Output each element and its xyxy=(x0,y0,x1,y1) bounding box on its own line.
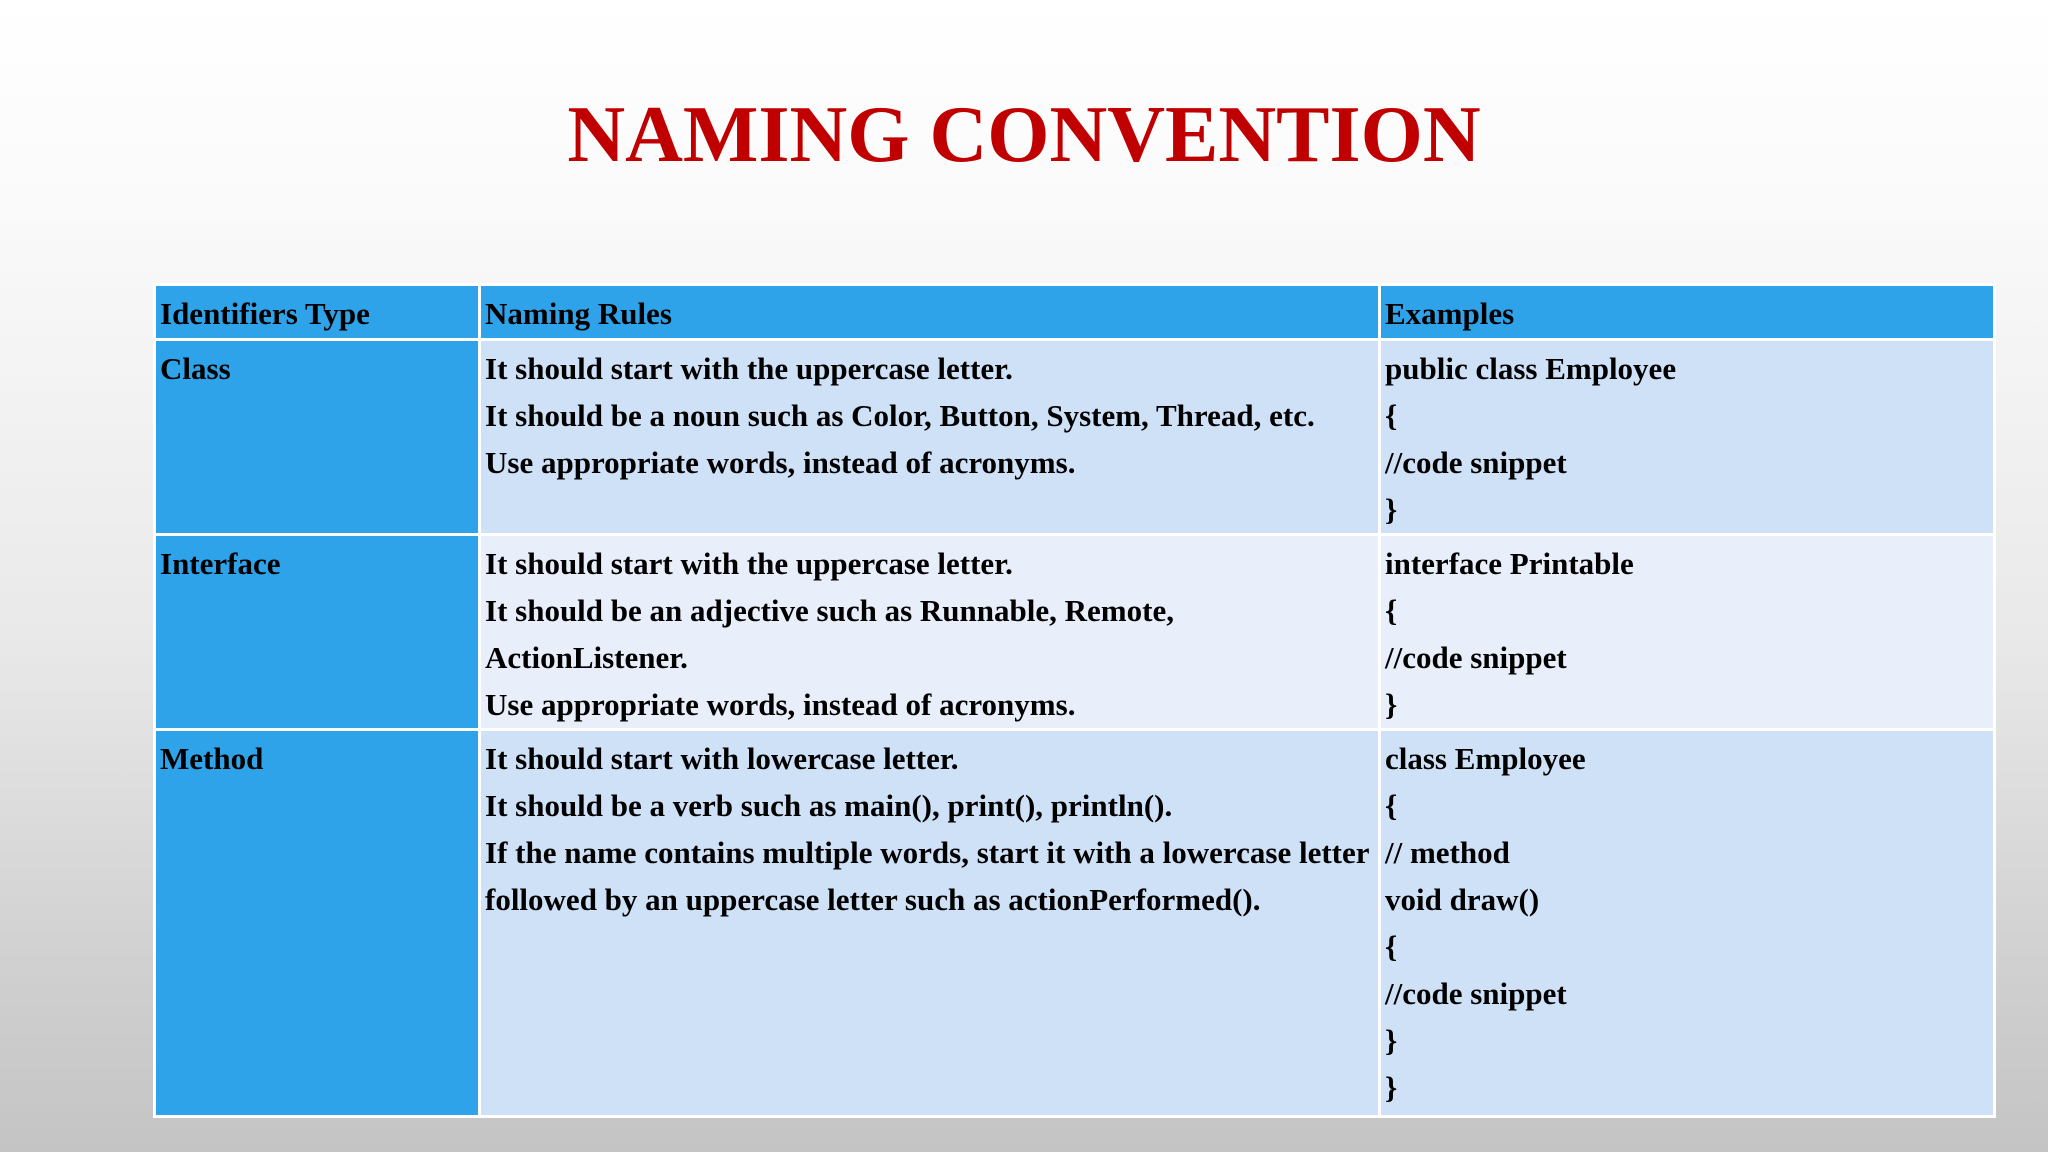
rule-line: It should be an adjective such as Runnable, Remote, ActionListener. xyxy=(485,593,1174,675)
table-row-class xyxy=(155,340,1995,535)
rules-cell xyxy=(480,535,1380,730)
code-line: interface Printable xyxy=(1385,546,1634,581)
table-header-row xyxy=(155,285,1995,340)
code-line: //code snippet xyxy=(1385,445,1567,480)
code-line: //code snippet xyxy=(1385,640,1567,675)
example-cell xyxy=(1380,535,1995,730)
rule-line: It should start with the uppercase letter. xyxy=(485,351,1013,386)
rule-line: Use appropriate words, instead of acronyms. xyxy=(485,687,1076,722)
rules-cell xyxy=(480,730,1380,1117)
rules-cell xyxy=(480,340,1380,535)
header-naming-rules: Naming Rules xyxy=(480,285,1380,340)
header-identifiers-type: Identifiers Type xyxy=(155,285,480,340)
code-line: } xyxy=(1385,687,1398,722)
table-row-method xyxy=(155,730,1995,1117)
header-examples: Examples xyxy=(1380,285,1995,340)
naming-convention-table xyxy=(153,283,1996,1118)
code-line: //code snippet xyxy=(1385,976,1567,1011)
code-line: public class Employee xyxy=(1385,351,1677,386)
type-cell: Class xyxy=(155,340,480,535)
code-line: { xyxy=(1385,929,1398,964)
code-line: class Employee xyxy=(1385,741,1586,776)
rule-line: It should be a verb such as main(), print(), println(). xyxy=(485,788,1173,823)
code-line: } xyxy=(1385,1070,1398,1105)
code-line: } xyxy=(1385,492,1398,527)
code-line: } xyxy=(1385,1023,1398,1058)
example-cell xyxy=(1380,340,1995,535)
code-line: { xyxy=(1385,788,1398,823)
rule-line: It should start with the uppercase letter. xyxy=(485,546,1013,581)
rule-line: If the name contains multiple words, start it with a lowercase letter followed by an uppercase letter such as actionPerformed(). xyxy=(485,835,1369,917)
slide-title: NAMING CONVENTION xyxy=(567,91,1481,179)
rule-line: It should be a noun such as Color, Button, System, Thread, etc. xyxy=(485,398,1315,433)
type-cell: Method xyxy=(155,730,480,1117)
rule-line: It should start with lowercase letter. xyxy=(485,741,959,776)
code-line: { xyxy=(1385,398,1398,433)
code-line: { xyxy=(1385,593,1398,628)
code-line: // method xyxy=(1385,835,1510,870)
example-cell xyxy=(1380,730,1995,1117)
table-row-interface xyxy=(155,535,1995,730)
code-line: void draw() xyxy=(1385,882,1540,917)
type-cell: Interface xyxy=(155,535,480,730)
rule-line: Use appropriate words, instead of acronyms. xyxy=(485,445,1076,480)
